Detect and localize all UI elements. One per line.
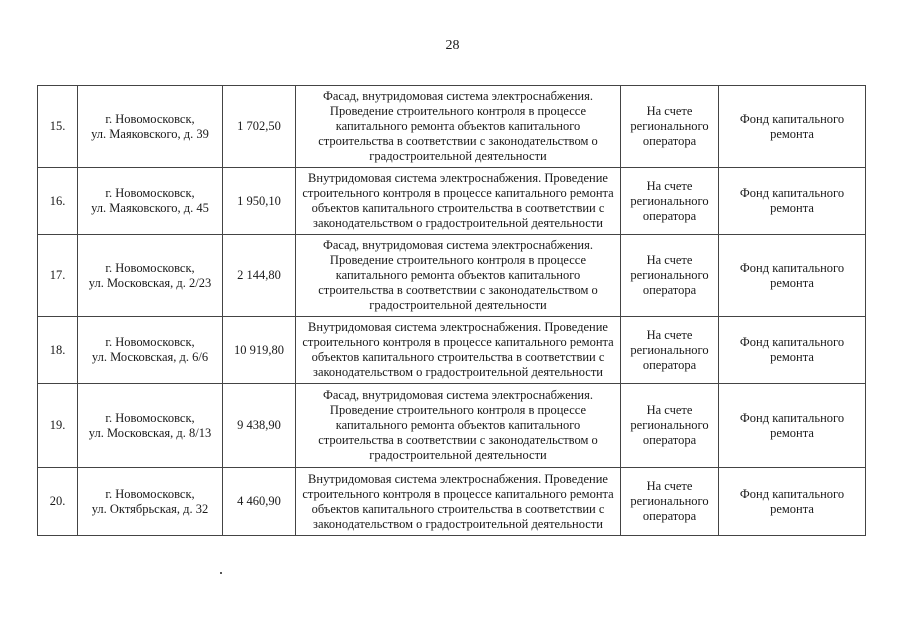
account-cell: На счете регионального оператора — [621, 468, 719, 536]
account-cell: На счете регионального оператора — [621, 317, 719, 384]
funding-source-cell: Фонд капитального ремонта — [719, 468, 866, 536]
area-cell: 1 702,50 — [223, 86, 296, 168]
account-cell: На счете регионального оператора — [621, 168, 719, 235]
repair-table — [37, 85, 866, 536]
row-number: 19. — [38, 384, 78, 468]
address-street: ул. Московская, д. 8/13 — [88, 425, 212, 440]
address-cell — [78, 468, 223, 536]
row-number: 18. — [38, 317, 78, 384]
works-cell: Фасад, внутридомовая система электроснабжения. Проведение строительного контроля в процессе капитального ремонта объектов капитального строительства в соответствии с законодательством о градостроительной деятельности — [296, 235, 621, 317]
table-row — [38, 384, 866, 468]
address-street: ул. Московская, д. 6/6 — [91, 350, 209, 364]
works-cell: Внутридомовая система электроснабжения. Проведение строительного контроля в процессе капитального ремонта объектов капитального строительства в соответствии с законодательством о градостроительной деятельности — [296, 168, 621, 235]
funding-source-cell: Фонд капитального ремонта — [719, 235, 866, 317]
table-row — [38, 235, 866, 317]
funding-source-cell: Фонд капитального ремонта — [719, 168, 866, 235]
area-cell: 4 460,90 — [223, 468, 296, 536]
address-cell — [78, 235, 223, 317]
address-city: г. Новомосковск, — [105, 335, 195, 349]
address-cell — [78, 384, 223, 468]
table-row — [38, 168, 866, 235]
account-cell: На счете регионального оператора — [621, 86, 719, 168]
row-number: 15. — [38, 86, 78, 168]
address-city: г. Новомосковск, — [105, 186, 195, 200]
funding-source-cell: Фонд капитального ремонта — [719, 384, 866, 468]
row-number: 20. — [38, 468, 78, 536]
area-cell: 9 438,90 — [223, 384, 296, 468]
funding-source-cell: Фонд капитального ремонта — [719, 86, 866, 168]
address-street: ул. Октябрьская, д. 32 — [91, 501, 209, 516]
works-cell: Фасад, внутридомовая система электроснабжения. Проведение строительного контроля в процессе капитального ремонта объектов капитального строительства в соответствии с законодательством о градостроительной деятельности — [296, 86, 621, 168]
area-cell: 2 144,80 — [223, 235, 296, 317]
page-number: 28 — [445, 38, 460, 53]
table-row — [38, 468, 866, 536]
works-cell: Фасад, внутридомовая система электроснабжения. Проведение строительного контроля в процессе капитального ремонта объектов капитального строительства в соответствии с законодательством о градостроительной деятельности — [296, 384, 621, 468]
address-city: г. Новомосковск, — [105, 410, 195, 425]
account-cell: На счете регионального оператора — [621, 384, 719, 468]
row-number: 17. — [38, 235, 78, 317]
address-cell — [78, 86, 223, 168]
address-city: г. Новомосковск, — [105, 111, 195, 126]
address-cell — [78, 317, 223, 384]
scan-speck — [220, 572, 222, 574]
address-city: г. Новомосковск, — [105, 486, 195, 501]
address-street: ул. Московская, д. 2/23 — [88, 275, 212, 290]
account-cell: На счете регионального оператора — [621, 235, 719, 317]
works-cell: Внутридомовая система электроснабжения. Проведение строительного контроля в процессе капитального ремонта объектов капитального строительства в соответствии с законодательством о градостроительной деятельности — [296, 317, 621, 384]
area-cell: 10 919,80 — [223, 317, 296, 384]
address-cell — [78, 168, 223, 235]
area-cell: 1 950,10 — [223, 168, 296, 235]
table-row — [38, 317, 866, 384]
funding-source-cell: Фонд капитального ремонта — [719, 317, 866, 384]
works-cell: Внутридомовая система электроснабжения. Проведение строительного контроля в процессе капитального ремонта объектов капитального строительства в соответствии с законодательством о градостроительной деятельности — [296, 468, 621, 536]
row-number: 16. — [38, 168, 78, 235]
address-street: ул. Маяковского, д. 45 — [91, 201, 209, 215]
address-street: ул. Маяковского, д. 39 — [91, 126, 209, 141]
address-city: г. Новомосковск, — [105, 260, 195, 275]
table-row — [38, 86, 866, 168]
